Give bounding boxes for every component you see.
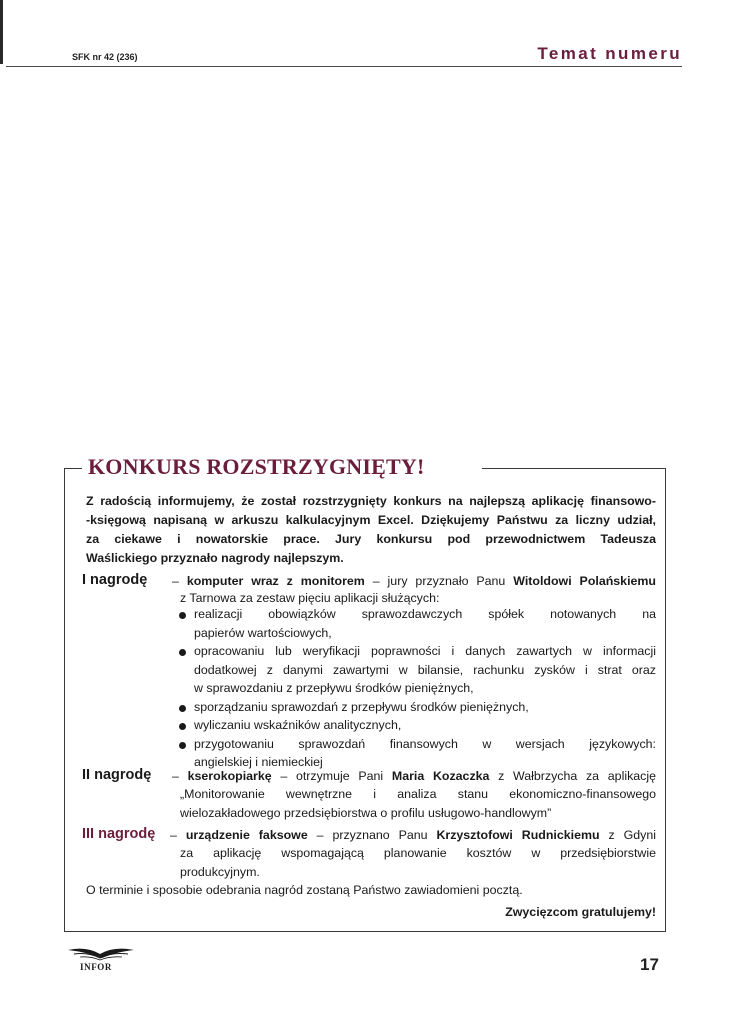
list-item	[178, 735, 656, 772]
bullet-icon	[179, 612, 186, 619]
third-prize-label: III nagrodę	[82, 826, 156, 842]
bullet-line: sporządzaniu sprawozdań z przepływu środków pieniężnych,	[194, 699, 529, 714]
second-prize-item: kserokopiarkę	[187, 769, 272, 783]
dash: –	[172, 574, 179, 588]
publisher-logo-text: INFOR	[80, 962, 112, 972]
page-header	[6, 40, 682, 67]
intro-line: Z radością informujemy, że został rozstrzygnięty konkurs na najlepszą aplikację finansowo-	[86, 494, 656, 508]
bullet-icon	[179, 723, 186, 730]
closing-note: O terminie i sposobie odebrania nagród zostaną Państwo zawiadomieni pocztą.	[86, 883, 523, 897]
section-title: Temat numeru	[537, 44, 682, 63]
dash: –	[172, 769, 179, 783]
second-prize-text	[172, 767, 656, 786]
bullet-line: opracowaniu lub weryfikacji poprawności i danych zawartych w informacji	[194, 644, 656, 658]
bullet-icon	[179, 649, 186, 656]
bullet-line: papierów wartościowych,	[194, 625, 332, 640]
third-prize-end: z Gdyni	[599, 828, 656, 842]
page-edge-mark	[0, 0, 3, 64]
second-prize-label: II nagrodę	[82, 767, 152, 783]
second-prize-mid: – otrzymuje Pani	[271, 769, 392, 783]
intro-line: za ciekawe i nowatorskie prace. Jury konkursu pod przewodnictwem Tadeusza	[86, 532, 656, 546]
bullet-line: wyliczaniu wskaźników analitycznych,	[194, 718, 402, 732]
intro-line: Waślickiego przyznało nagrody najlepszym.	[86, 551, 344, 565]
first-prize-line2: z Tarnowa za zestaw pięciu aplikacji służących:	[180, 591, 440, 605]
first-prize-winner: Witoldowi Polańskiemu	[513, 574, 656, 588]
second-prize-text-cont	[180, 785, 656, 822]
third-prize-text-cont	[180, 844, 656, 881]
first-prize-text	[172, 572, 656, 591]
first-prize-bullets	[178, 605, 656, 772]
list-item	[178, 698, 656, 717]
first-prize-item: komputer wraz z monitorem	[186, 574, 365, 588]
bullet-icon	[179, 705, 186, 712]
bullet-line: dodatkowej z danymi zawartymi w bilansie, rachunku zysków i strat oraz	[194, 662, 656, 677]
page-number: 17	[640, 955, 659, 974]
list-item	[178, 716, 656, 735]
contest-title: KONKURS ROZSTRZYGNIĘTY!	[88, 454, 425, 479]
first-prize-line	[172, 572, 656, 591]
contest-intro	[86, 492, 656, 568]
third-prize-winner: Krzysztofowi Rudnickiemu	[436, 828, 600, 842]
list-item	[178, 642, 656, 698]
second-prize-line	[172, 767, 656, 786]
third-prize-text	[170, 826, 656, 845]
second-prize-line3: wielozakładowego przedsiębiorstwa o profilu usługowo-handlowym”	[180, 805, 552, 820]
second-prize-line2: „Monitorowanie wewnętrzne i analiza stanu ekonomiczno-finansowego	[180, 787, 656, 801]
bullet-line: angielskiej i niemieckiej	[194, 755, 323, 769]
intro-line: -księgową napisaną w arkuszu kalkulacyjnym Excel. Dziękujemy Państwu za liczny udział,	[86, 513, 656, 527]
third-prize-line2: za aplikację wspomagającą planowanie kosztów w przedsiębiorstwie	[180, 846, 656, 860]
third-prize-item: urządzenie faksowe	[185, 828, 308, 842]
bullet-line: realizacji obowiązków sprawozdawczych spółek notowanych na	[194, 607, 656, 621]
bullet-line: przygotowaniu sprawozdań finansowych w wersjach językowych:	[194, 736, 656, 751]
third-prize-line3: produkcyjnym.	[180, 864, 260, 879]
first-prize-label: I nagrodę	[82, 572, 148, 588]
congratulations: Zwycięzcom gratulujemy!	[505, 905, 656, 919]
second-prize-winner: Maria Kozaczka	[391, 769, 490, 783]
bullet-icon	[179, 742, 186, 749]
third-prize-mid: – przyznano Panu	[307, 828, 437, 842]
bullet-line: w sprawozdaniu z przepływu środków pieniężnych,	[194, 681, 474, 695]
list-item	[178, 605, 656, 642]
third-prize-line	[170, 826, 656, 845]
first-prize-mid: – jury przyznało Panu	[364, 574, 514, 588]
issue-number: SFK nr 42 (236)	[72, 52, 138, 62]
dash: –	[170, 828, 177, 842]
second-prize-end: z Wałbrzycha za aplikację	[489, 769, 656, 783]
